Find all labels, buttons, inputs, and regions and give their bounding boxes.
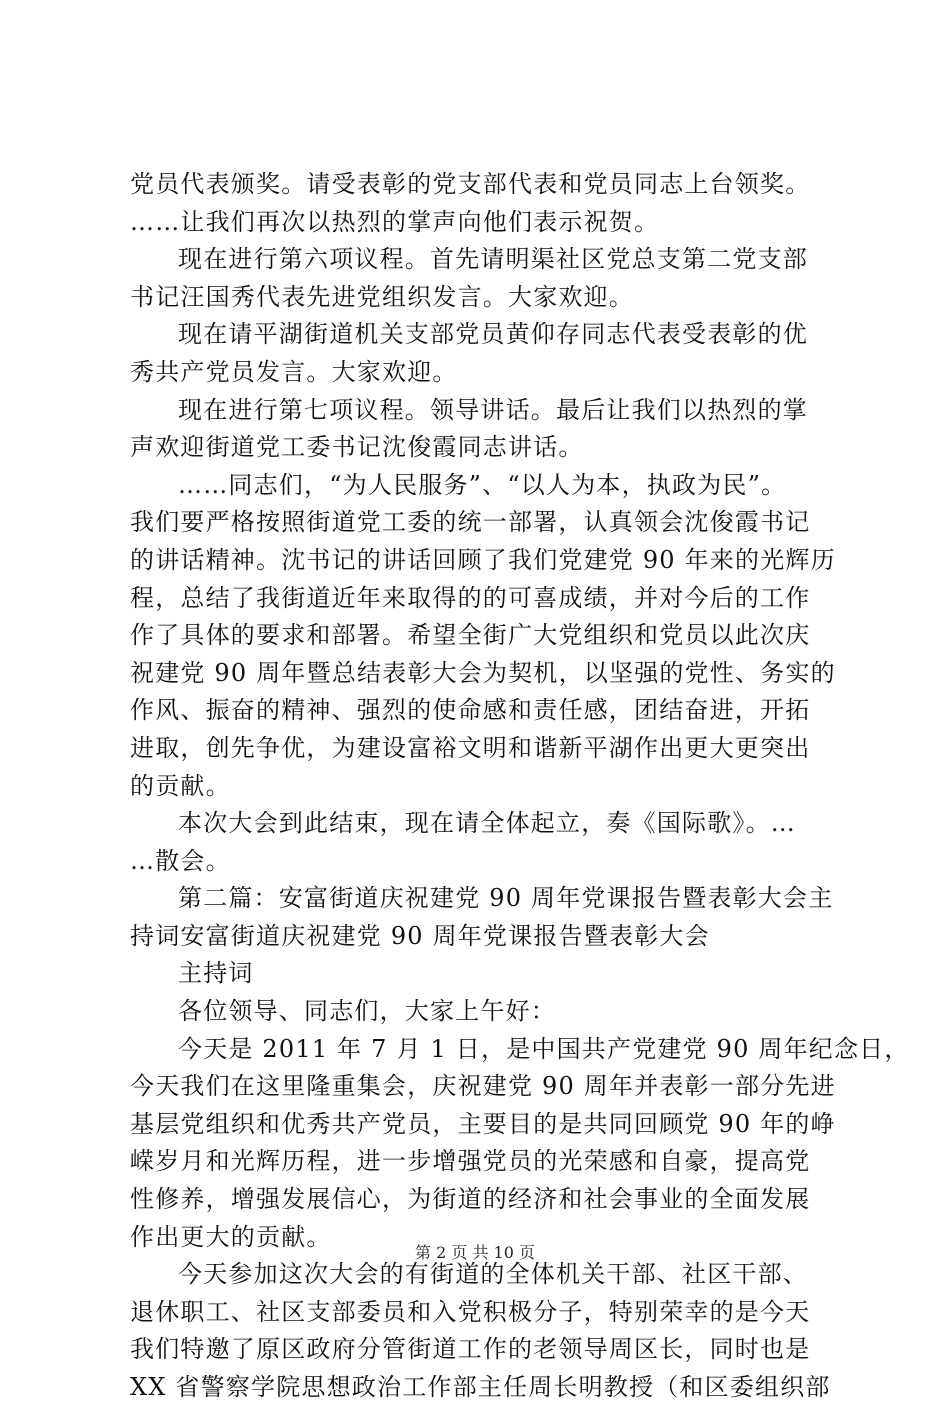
text-line: 本次大会到此结束，现在请全体起立，奏《国际歌》。… <box>178 809 796 838</box>
text-line: ……让我们再次以热烈的掌声向他们表示祝贺。 <box>130 207 660 236</box>
text-line: 我们要严格按照街道党工委的统一部署，认真领会沈俊霞书记 <box>130 508 811 537</box>
text-line: 的贡献。 <box>130 771 231 800</box>
text-line: …散会。 <box>130 846 231 875</box>
text-line: 的讲话精神。沈书记的讲话回顾了我们党建党 90 年来的光辉历 <box>130 545 836 574</box>
text-line: 党员代表颁奖。请受表彰的党支部代表和党员同志上台领奖。 <box>130 170 811 198</box>
text-line: 进取，创先争优，为建设富裕文明和谐新平湖作出更大更突出 <box>130 733 811 762</box>
text-line: 现在进行第七项议程。领导讲话。最后让我们以热烈的掌 <box>178 395 808 424</box>
text-line: 作出更大的贡献。 <box>130 1222 332 1251</box>
text-line: 现在进行第六项议程。首先请明渠社区党总支第二党支部 <box>178 245 808 274</box>
text-line: 作了具体的要求和部署。希望全街广大党组织和党员以此次庆 <box>130 621 811 650</box>
text-line: 现在请平湖街道机关支部党员黄仰存同志代表受表彰的优 <box>178 320 808 349</box>
page-footer: 第 2 页 共 10 页 <box>415 1243 535 1262</box>
text-line: 声欢迎街道党工委书记沈俊霞同志讲话。 <box>130 433 584 462</box>
text-line: ……同志们，“为人民服务”、“以人为本，执政为民”。 <box>178 470 787 499</box>
document-body <box>130 166 910 1407</box>
text-line: 今天我们在这里隆重集会，庆祝建党 90 周年并表彰一部分先进 <box>130 1072 836 1101</box>
text-line: 主持词 <box>178 959 254 988</box>
text-line: 第二篇：安富街道庆祝建党 90 周年党课报告暨表彰大会主 <box>178 884 834 913</box>
text-line: 各位领导、同志们，大家上午好： <box>178 997 556 1026</box>
text-line: XX 省警察学院思想政治工作部主任周长明教授（和区委组织部 <box>130 1373 831 1401</box>
text-line: 书记汪国秀代表先进党组织发言。大家欢迎。 <box>130 282 634 311</box>
text-line: 嵘岁月和光辉历程，进一步增强党员的光荣感和自豪，提高党 <box>130 1147 811 1176</box>
text-line: 退休职工、社区支部委员和入党积极分子，特别荣幸的是今天 <box>130 1297 811 1326</box>
text-line: 基层党组织和优秀共产党员，主要目的是共同回顾党 90 年的峥 <box>130 1109 836 1138</box>
text-line: 我们特邀了原区政府分管街道工作的老领导周区长，同时也是 <box>130 1335 811 1364</box>
text-line: 作风、振奋的精神、强烈的使命感和责任感，团结奋进，开拓 <box>130 696 811 725</box>
text-line: 今天参加这次大会的有街道的全体机关干部、社区干部、 <box>178 1260 808 1289</box>
text-line: 秀共产党员发言。大家欢迎。 <box>130 357 458 386</box>
text-line: 程，总结了我街道近年来取得的的可喜成绩，并对今后的工作 <box>130 583 811 612</box>
text-line: 今天是 2011 年 7 月 1 日，是中国共产党建党 90 周年纪念日， <box>178 1034 910 1063</box>
text-line: 持词安富街道庆祝建党 90 周年党课报告暨表彰大会 <box>130 921 710 950</box>
text-line: 性修养，增强发展信心，为街道的经济和社会事业的全面发展 <box>130 1185 811 1214</box>
text-line: 祝建党 90 周年暨总结表彰大会为契机，以坚强的党性、务实的 <box>130 658 836 687</box>
